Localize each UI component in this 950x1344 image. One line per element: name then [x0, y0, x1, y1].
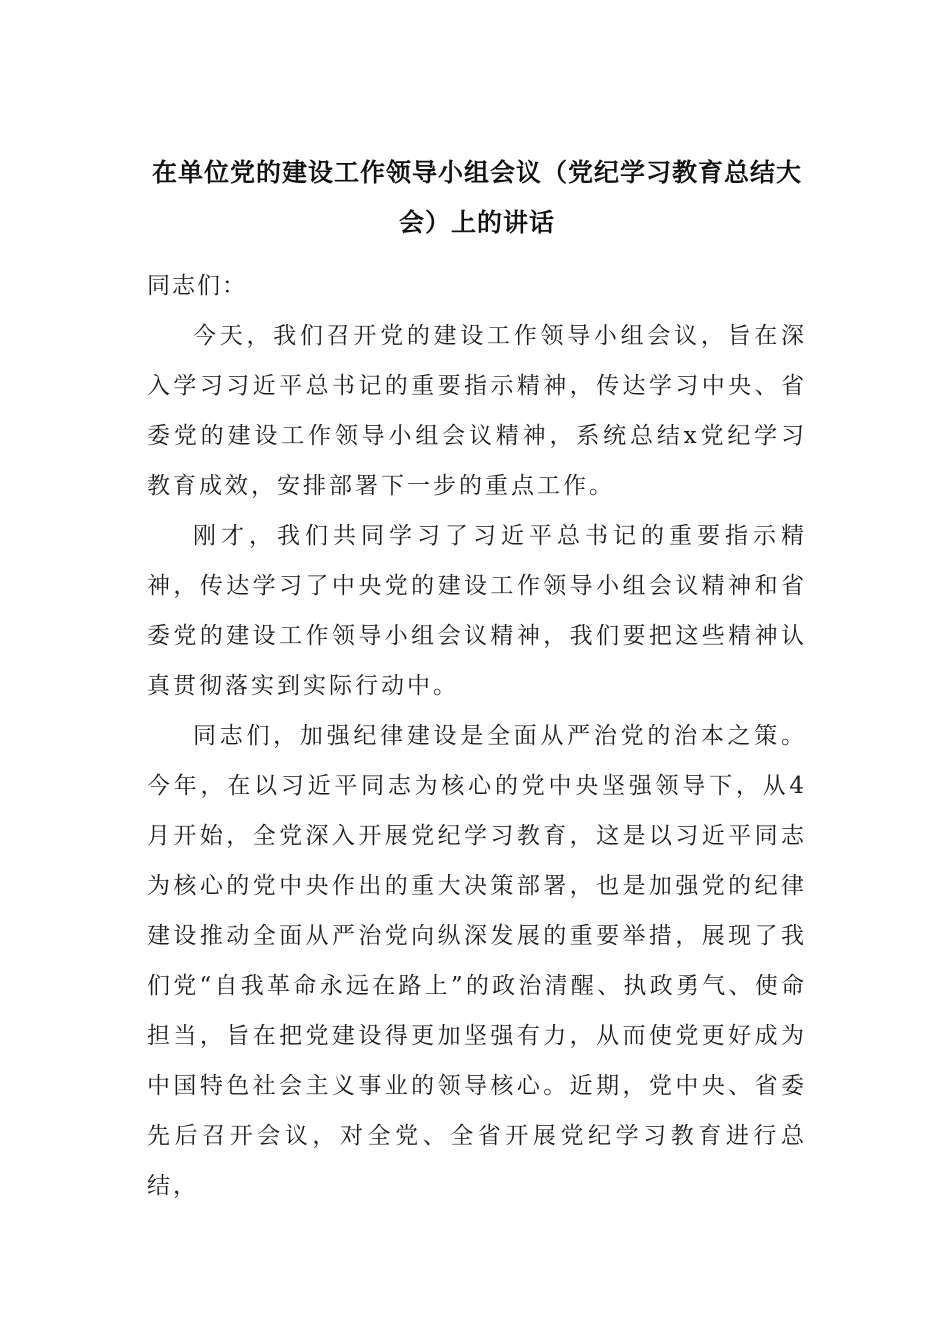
paragraph-1: 今天，我们召开党的建设工作领导小组会议，旨在深入学习习近平总书记的重要指示精神，传达学习中央、省委党的建设工作领导小组会议精神，系统总结x党纪学习教育成效，安排部署下一步的重点工作。 — [147, 323, 807, 499]
paragraph-3: 同志们，加强纪律建设是全面从严治党的治本之策。今年，在以习近平同志为核心的党中央坚强领导下，从4月开始，全党深入开展党纪学习教育，这是以习近平同志为核心的党中央作出的重大决策部署，也是加强党的纪律建设推动全面从严治党向纵深发展的重要举措，展现了我们党“自我革命永远在路上”的政治清醒、执政勇气、使命担当，旨在把党建设得更加坚强有力，从而使党更好成为中国特色社会主义事业的领导核心。近期，党中央、省委先后召开会议，对全党、全省开展党纪学习教育进行总结， — [147, 723, 807, 1199]
salutation: 同志们： — [147, 273, 247, 299]
paragraph-2: 刚才，我们共同学习了习近平总书记的重要指示精神，传达学习了中央党的建设工作领导小组会议精神和省委党的建设工作领导小组会议精神，我们要把这些精神认真贯彻落实到实际行动中。 — [147, 523, 807, 699]
document-page — [147, 148, 807, 1211]
document-title: 在单位党的建设工作领导小组会议（党纪学习教育总结大会）上的讲话 — [151, 158, 802, 237]
